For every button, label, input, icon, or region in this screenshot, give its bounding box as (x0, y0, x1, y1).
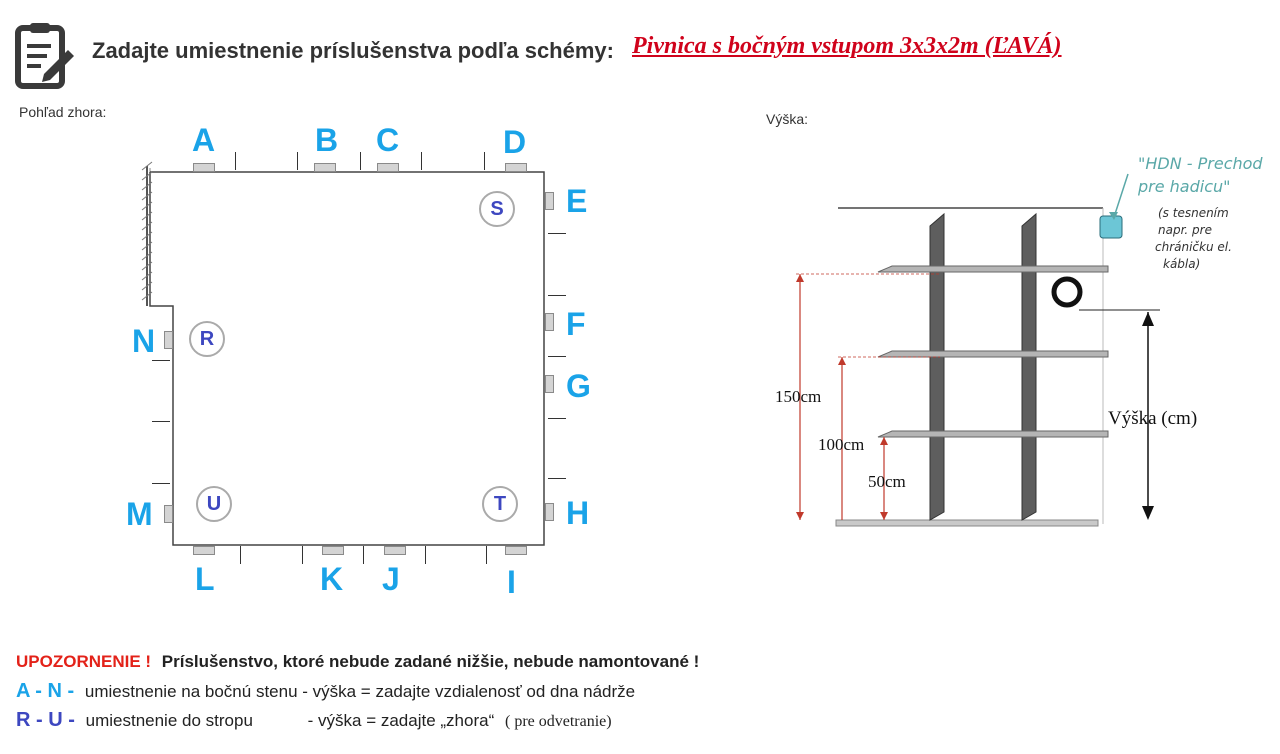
port-label-b[interactable]: B (315, 122, 339, 158)
port-label-k[interactable]: K (320, 561, 344, 597)
port-label-h[interactable]: H (566, 495, 590, 531)
port-label-a[interactable]: A (192, 122, 216, 158)
legend-wall (16, 680, 635, 703)
page-subtitle[interactable]: Pivnica s bočným vstupom 3x3x2m (ĽAVÁ) (632, 33, 1062, 59)
warning-text: Príslušenstvo, ktoré nebude zadané nižšie, nebude namontované ! (161, 652, 700, 671)
port-label-f[interactable]: F (566, 306, 586, 342)
legend-keys-roof: R - U - (16, 709, 75, 731)
legend-text-roof-2: - výška = zadajte „zhora“ (307, 711, 495, 730)
port-label-e[interactable]: E (566, 183, 588, 219)
shelf (878, 431, 1108, 437)
pipe-ring (1054, 279, 1080, 305)
roof-point-u[interactable]: U (196, 486, 232, 522)
port-label-j[interactable]: J (382, 561, 400, 597)
page-title: Zadajte umiestnenie príslušenstva podľa schémy: (92, 38, 614, 63)
dim-label-50: 50cm (868, 472, 906, 491)
annotation-line-2: pre hadicu" (1138, 177, 1231, 196)
legend-text-wall: umiestnenie na bočnú stenu - výška = zadajte vzdialenosť od dna nádrže (84, 682, 636, 701)
port-label-i[interactable]: I (507, 564, 516, 600)
port-label-g[interactable]: G (566, 368, 591, 404)
roof-point-s[interactable]: S (479, 191, 515, 227)
shelf (878, 351, 1108, 357)
port-label-l[interactable]: L (195, 561, 215, 597)
port-label-n[interactable]: N (132, 323, 156, 359)
dim-label-150: 150cm (775, 387, 822, 406)
side-view-label: Výška: (766, 111, 809, 127)
port-label-d[interactable]: D (503, 124, 527, 160)
legend-note-roof: ( pre odvetranie) (504, 713, 612, 730)
warning-label: UPOZORNENIE ! (16, 652, 152, 671)
legend-text-roof: umiestnenie do stropu (85, 711, 253, 730)
annotation-line-1: "HDN - Prechod (1138, 154, 1263, 173)
height-axis-label: Výška (cm) (1108, 408, 1198, 429)
legend-keys-wall: A - N - (16, 680, 75, 702)
port-label-m[interactable]: M (126, 496, 153, 532)
dim-label-100: 100cm (818, 435, 865, 454)
shelf (878, 266, 1108, 272)
top-view-label: Pohľad zhora: (19, 104, 107, 120)
hose-fitting (1100, 216, 1122, 238)
annotation-note-3: chráničku el. (1155, 240, 1232, 254)
warning-line (16, 652, 699, 672)
annotation-note-2: napr. pre (1158, 223, 1212, 237)
post (1022, 214, 1036, 520)
roof-point-t[interactable]: T (482, 486, 518, 522)
floor (836, 520, 1098, 526)
legend-roof (16, 709, 612, 732)
roof-point-r[interactable]: R (189, 321, 225, 357)
annotation-note-1: (s tesnením (1158, 206, 1229, 220)
port-label-c[interactable]: C (376, 122, 400, 158)
annotation-note-4: kábla) (1163, 257, 1201, 271)
post (930, 214, 944, 520)
